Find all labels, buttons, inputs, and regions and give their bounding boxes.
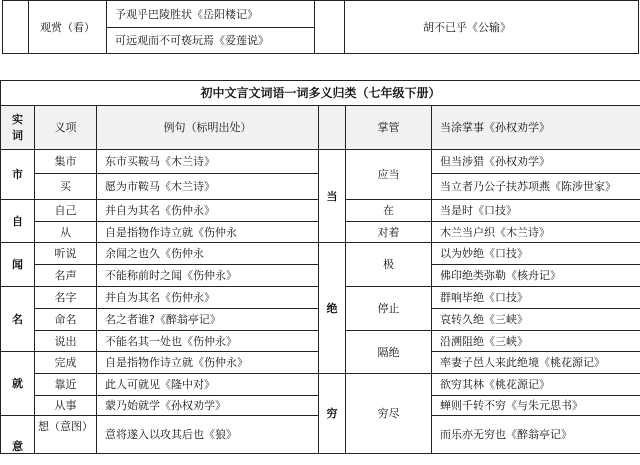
table-cell-meaning: 靠近	[35, 374, 97, 396]
header-example: 例句（标明出处）	[97, 106, 319, 150]
table-cell-example: 当涂掌事《孙权劝学》	[432, 106, 640, 150]
table-cell-word: 穷	[319, 374, 346, 454]
table-cell-example: 不能名其一处也《伤仲永》	[97, 331, 319, 352]
table-cell-meaning: 从事	[35, 396, 97, 416]
header-word	[1, 106, 35, 150]
table-cell-example: 愿为市鞍马《木兰诗》	[97, 174, 319, 200]
table-cell-example: 此人可就见《隆中对》	[97, 374, 319, 396]
top-table-blank-cell	[3, 1, 29, 54]
table-cell-example: 自是指物作诗立就《伤仲永》	[97, 352, 319, 374]
top-table-blank-cell	[315, 1, 345, 54]
table-cell-meaning: 名字	[35, 287, 97, 309]
table-cell-example: 率妻子邑人来此绝境《桃花源记》	[432, 352, 640, 374]
header-word-line1: 实	[12, 112, 23, 126]
table-cell-meaning: 掌管	[346, 106, 432, 150]
top-table-example: 予观乎巴陵胜状《岳阳楼记》	[107, 1, 315, 28]
top-table-example: 可远观而不可亵玩焉《爱莲说》	[107, 28, 315, 54]
table-cell-example: 木兰当户织《木兰诗》	[432, 222, 640, 243]
top-table	[2, 0, 639, 54]
table-cell-word: 当	[319, 150, 346, 243]
top-table-example-right: 胡不已乎《公输》	[345, 1, 639, 54]
table-cell-meaning: 隔绝	[346, 331, 432, 374]
table-cell-meaning: 停止	[346, 287, 432, 331]
header-blank-cell	[319, 106, 346, 150]
table-cell-example: 蒙乃始就学《孙权劝学》	[97, 396, 319, 416]
table-cell-meaning: 应当	[346, 150, 432, 200]
table-cell-example: 东市买鞍马《木兰诗》	[97, 150, 319, 174]
table-cell-meaning: 买	[35, 174, 97, 200]
table-cell-example: 余闻之也久《伤仲永	[97, 243, 319, 265]
table-cell-meaning: 极	[346, 243, 432, 287]
table-cell-example: 佛印绝类弥勒《核舟记》	[432, 265, 640, 287]
table-cell-meaning: 对着	[346, 222, 432, 243]
table-cell-meaning: 完成	[35, 352, 97, 374]
table-cell-meaning: 想（意图）	[35, 416, 97, 454]
table-cell-example: 当是时《口技》	[432, 200, 640, 222]
table-cell-example: 以为妙绝《口技》	[432, 243, 640, 265]
table-cell-example: 蝉则千转不穷《与朱元思书》	[432, 396, 640, 416]
table-cell-example: 哀转久绝《三峡》	[432, 309, 640, 331]
table-cell-meaning: 在	[346, 200, 432, 222]
table-cell-example: 但当涉猎《孙权劝学》	[432, 150, 640, 174]
table-cell-word: 自	[1, 200, 35, 243]
table-cell-example: 并自为其名《伤仲永》	[97, 287, 319, 309]
table-cell-example: 名之者谁?《醉翁亭记》	[97, 309, 319, 331]
table-cell-example: 欲穷其林《桃花源记》	[432, 374, 640, 396]
header-meaning: 义项	[35, 106, 97, 150]
table-cell-example: 沿溯阻绝《三峡》	[432, 331, 640, 352]
table-cell-meaning: 命名	[35, 309, 97, 331]
header-word-line2: 词	[12, 128, 23, 142]
table-cell-word: 绝	[319, 243, 346, 374]
table-cell-example: 自是指物作诗立就《伤仲永	[97, 222, 319, 243]
table-cell-example: 当立者乃公子扶苏项燕《陈涉世家》	[432, 174, 640, 200]
table-title: 初中文言文词语一词多义归类（七年级下册）	[1, 81, 640, 106]
table-cell-meaning: 听说	[35, 243, 97, 265]
table-cell-word: 意	[1, 416, 35, 454]
main-table	[0, 80, 640, 454]
table-cell-example: 并自为其名《伤仲永》	[97, 200, 319, 222]
table-cell-meaning: 自己	[35, 200, 97, 222]
table-cell-word: 名	[1, 287, 35, 352]
table-cell-example: 意将遂入以攻其后也《狼》	[97, 416, 319, 454]
table-cell-word: 闻	[1, 243, 35, 287]
top-table-meaning: 观赏（看）	[29, 1, 107, 54]
table-cell-example: 而乐亦无穷也《醉翁亭记》	[432, 416, 640, 454]
table-cell-meaning: 从	[35, 222, 97, 243]
table-cell-meaning: 穷尽	[346, 374, 432, 454]
table-cell-meaning: 名声	[35, 265, 97, 287]
table-cell-word: 就	[1, 352, 35, 416]
table-cell-meaning: 说出	[35, 331, 97, 352]
table-cell-meaning: 集市	[35, 150, 97, 174]
table-cell-word: 市	[1, 150, 35, 200]
table-cell-example: 不能称前时之闻《伤仲永》	[97, 265, 319, 287]
table-cell-example: 群响毕绝《口技》	[432, 287, 640, 309]
